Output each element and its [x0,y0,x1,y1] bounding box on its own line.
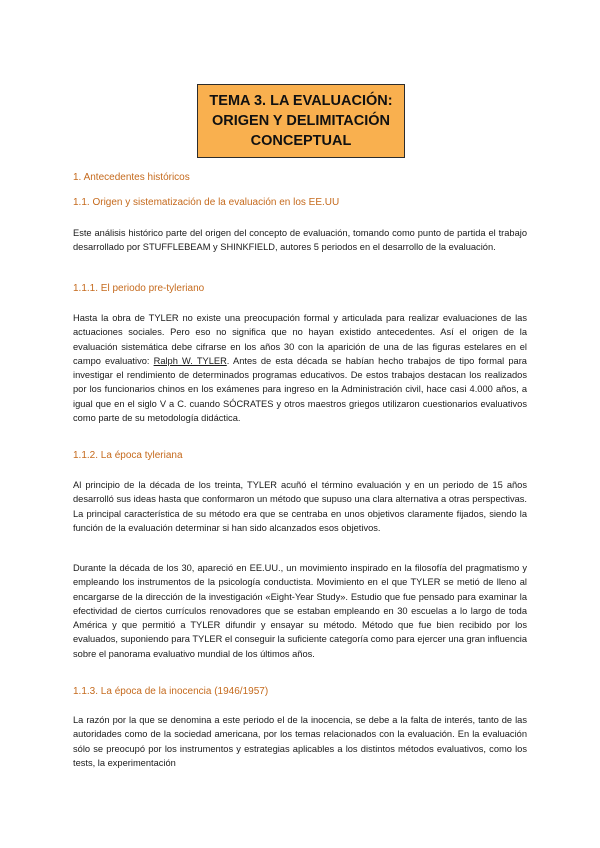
heading-origen: 1.1. Origen y sistematización de la evaluación en los EE.UU [73,197,340,208]
paragraph-inocencia: La razón por la que se denomina a este periodo el de la inocencia, se debe a la falta de interés, tanto de las autoridades como de la sociedad americana, por los temas relacionados con la evaluación. En la evaluación sólo se preocupó por los instrumentos y estrategias aplicables a los distintos métodos evaluativos, como los tests, la experimentación [73,715,527,768]
paragraph-pre-tyleriano-text-1: Hasta la obra de TYLER no existe una preocupación formal y articulada para realizar evaluaciones de las actuaciones sociales. Pero eso no significa que no hayan existido antecedentes. Así el origen de la evaluación sistemática debe cifrarse en los años 30 con la aparición de una de las figuras estelares en el campo evaluativo: [73,313,527,366]
heading-antecedentes: 1. Antecedentes históricos [73,172,190,183]
heading-epoca-tyleriana: 1.1.2. La época tyleriana [73,450,183,461]
title-line-2: ORIGEN Y DELIMITACIÓN [211,113,391,129]
heading-pre-tyleriano: 1.1.1. El periodo pre-tyleriano [73,283,205,294]
paragraph-tyleriana-2: Durante la década de los 30, apareció en EE.UU., un movimiento inspirado en la filosofía del pragmatismo y empleando los instrumentos de la psicología conductista. Movimiento en el que TYLER se metió de lleno al encargarse de la dirección de la investigación «Eight-Year Study». Estudio que fue pensado para examinar la efectividad de ciertos currículos renovadores que se estaban empleando en 30 escuelas a lo largo de toda América y que permitió a TYLER difundir y ensayar su método. Método que fue bien recibido por los evaluados, suponiendo para TYLER el conseguir la suficiente categoría como para ejercer una gran influencia sobre el panorama evaluativo mundial de los últimos años. [73,563,527,659]
title-line-3: CONCEPTUAL [250,133,352,149]
paragraph-tyleriana-1: Al principio de la década de los treinta, TYLER acuñó el término evaluación y en un periodo de 15 años desarrolló sus ideas hasta que conformaron un método que supuso una clara alternativa a otras perspectivas. La principal característica de su método era que se centraba en unos objetivos claramente fijados, siendo la función de la evaluación determinar si han sido alcanzados esos objetivos. [73,480,527,533]
ralph-tyler-link[interactable]: Ralph W. TYLER [153,355,227,366]
heading-epoca-inocencia: 1.1.3. La época de la inocencia (1946/1957) [73,686,269,697]
paragraph-pre-tyleriano [73,311,527,425]
title-line-1: TEMA 3. LA EVALUACIÓN: [209,93,393,109]
title-box [197,84,405,158]
paragraph-pre-tyleriano-text-2: . Antes de esta década se habían hecho trabajos de tipo formal para investigar el rendimiento de determinados programas educativos. De estos trabajos destacan los realizados por los funcionarios chinos en los exámenes para ingreso en la Administración civil, hace casi 4.000 años, a igual que en el siglo V a C. cuando SÓCRATES y otros maestros griegos utilizaron cuestionarios evaluativos como parte de su metodología didáctica. [73,355,527,424]
paragraph-intro: Este análisis histórico parte del origen del concepto de evaluación, tomando como punto de partida el trabajo desarrollado por STUFFLEBEAM y SHINKFIELD, autores 5 periodos en el desarrollo de la evaluación. [73,228,527,253]
